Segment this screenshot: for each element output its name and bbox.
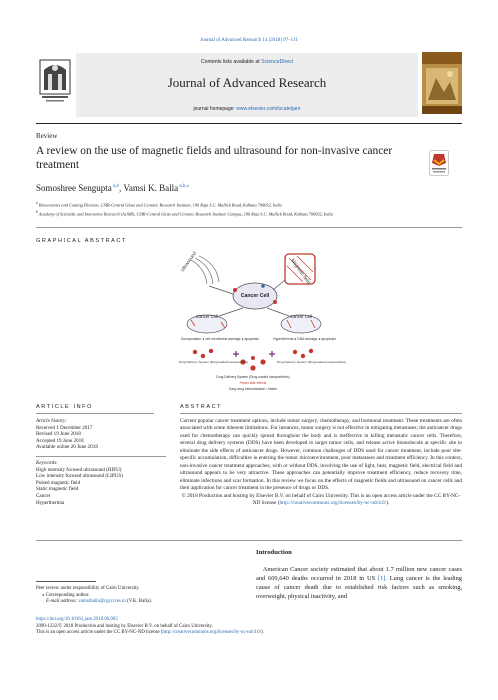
journal-homepage: [76, 106, 418, 112]
keyword-item[interactable]: Hyperthermia: [36, 499, 65, 506]
history-item: Revised 19 June 2018: [36, 431, 81, 438]
keyword-item[interactable]: Pulsed magnetic field: [36, 479, 81, 486]
intro-text-before: American Cancer society estimated that about 1.7 million new cancer cases and 609,640 deaths occurred in 2018 in US: [256, 566, 463, 582]
hyperthermia-label: Hyperthermia ● DNA damage ● apoptosis: [273, 337, 336, 341]
intro-text-after: . Lung cancer is the leading cause of cancer death due to established risk factors such as smoking, overweight, physical inactivity, and: [256, 574, 463, 600]
footnotes: [36, 586, 242, 606]
dds-left-label: Drug Delivery System (Drug loaded nanoparticles): [179, 360, 248, 364]
ultrasound-label: Ultrasound: [180, 251, 198, 274]
keyword-item[interactable]: Static magnetic field: [36, 486, 79, 493]
open-access-line: [36, 630, 366, 637]
author-list: [36, 183, 189, 193]
email-link[interactable]: vamsiballa@cgcri.res.in: [78, 599, 126, 605]
cairo-university-emblem-icon: [36, 52, 74, 114]
article-title: A review on the use of magnetic fields and ultrasound for non-invasive cancer treatment: [36, 145, 393, 171]
author-affiliation-marker[interactable]: a,b,⁎: [178, 184, 190, 189]
license-link[interactable]: http://creativecommons.org/licenses/by-nc-nd/4.0/: [279, 499, 387, 506]
affiliation-marker: a: [36, 201, 38, 205]
introduction-heading: Introduction: [256, 549, 292, 556]
affiliation-text: Bioceramics and Coating Division, CSIR-Central Glass and Ceramic Research Institute, 196 Raja S.C. Mullick Road, Kolkata 700032, India: [38, 202, 282, 208]
affiliation-marker: b: [36, 210, 38, 215]
homepage-link[interactable]: www.elsevier.com/locate/jare: [236, 106, 301, 112]
footnote-rule: [36, 581, 96, 582]
oa-suffix: ).: [260, 630, 264, 636]
author-affiliation-marker[interactable]: a,b: [111, 184, 119, 189]
contents-line: [76, 59, 418, 65]
abstract-copyright: [180, 493, 462, 508]
corresponding-author-note: [36, 593, 242, 600]
peer-review-note: Peer review under responsibility of Cairo University.: [36, 586, 140, 591]
abstract-body: [180, 418, 462, 507]
keywords-label: Keywords:: [36, 459, 58, 466]
article-info-panel: [36, 418, 166, 506]
graphical-abstract-heading: GRAPHICAL ABSTRACT: [36, 238, 127, 244]
email-suffix: (V.K. Balla).: [125, 599, 152, 605]
cancer-cell-right-label: Cancer Cell: [290, 314, 312, 319]
abstract-heading: ABSTRACT: [180, 404, 223, 410]
magnetic-field-label: Magnetic field: [289, 258, 311, 286]
affiliation-item: [36, 200, 466, 209]
oa-prefix: This is an open access article under the CC BY-NC-ND license (: [36, 630, 163, 636]
corresponding-mark: ⁎: [42, 592, 45, 598]
dds-right-label: Drug Delivery System (Drug loaded nanoparticles): [277, 360, 346, 364]
abstract-text: Current popular cancer treatment options, include tumor surgery, chemotherapy, and hormonal treatment. These treatments are often associated with some inherent limitations. For instances, tumor surgery is not effective in mitigating metastases; the anticancer drugs used for chemotherapy can quickly spread throughout the body and is ineffective in killing metastatic cancer cells. Therefore, several drug delivery systems (DDS) have been developed to target tumor cells, and release active biomolecule at specific site to eliminate the side effects of anticancer drugs. However, common challenges of DDS used for cancer treatment, include poor site-specific accumulation, difficulties in entering the tumor microenvironment, poor metastases and treatment efficiency. In this context, non-invasive cancer treatment approaches, with or without DDS, involving the use of light, heat, magnetic field, electrical field and ultrasound appears to be very attractive. These approaches can potentially improve treatment efficiency, reduce recovery time, eliminate infections and scar formation. In this review we focus on the effects of magnetic fields and ultrasound on cancer cells and their application for cancer treatment in the presence of drugs or DDS.: [180, 418, 462, 492]
article-info-rule: [36, 413, 154, 414]
introduction-text: [256, 566, 462, 602]
doi-link[interactable]: https://doi.org/10.1016/j.jare.2018.06.003: [36, 617, 118, 622]
masthead-panel: [76, 53, 418, 117]
author-separator: ,: [118, 183, 124, 193]
cancer-cell-left-label: Cancer Cell: [196, 314, 218, 319]
ultrasound-wave-icon: [191, 256, 219, 284]
keyword-item[interactable]: Cancer: [36, 492, 51, 499]
contents-prefix: Contents lists available at: [200, 59, 262, 65]
journal-masthead: [36, 50, 462, 122]
copyright-suffix: ).: [386, 499, 390, 506]
abstract-end-rule: [36, 540, 462, 541]
keywords-divider: [36, 456, 166, 457]
abstract-rule: [180, 413, 462, 414]
article-type: Review: [36, 132, 58, 140]
article-metadata-footer: [36, 617, 366, 637]
graphical-abstract-figure[interactable]: [173, 250, 346, 395]
corresponding-text: Corresponding author.: [44, 592, 90, 598]
citation-link[interactable]: [1]: [377, 574, 386, 582]
affiliation-text: Academy of Scientific and Innovative Research (AcSIR), CSIR-Central Glass and Ceramic Research Institute Campus, 196 Raja S.C. Mullick Road, Kolkata 700032, India: [38, 211, 333, 217]
running-header[interactable]: Journal of Advanced Research 14 (2018) 97–111: [200, 38, 298, 43]
author-name[interactable]: Somoshree Sengupta: [36, 183, 112, 193]
affiliation-rule: [36, 227, 462, 228]
oa-license-link[interactable]: http://creativecommons.org/licenses/by-nc-nd/4.0/: [162, 630, 261, 636]
issn-line: 2090-1232/© 2018 Production and hosting by Elsevier B.V. on behalf of Cairo University.: [36, 623, 213, 629]
homepage-prefix: journal homepage:: [193, 106, 237, 112]
journal-title: Journal of Advanced Research: [167, 75, 327, 90]
email-note: [36, 599, 242, 606]
sonoporation-label: Sonoporation ● cell membrane damage ● apoptosis: [181, 337, 259, 341]
fewer-side-effects-label: Fewer side effects: [239, 381, 267, 385]
check-for-updates-badge-icon[interactable]: [429, 150, 449, 176]
dds-enhanced-label: Drug Delivery System (Drug loaded nanoparticles): [216, 375, 290, 379]
article-history-label: Article history:: [36, 418, 67, 424]
cancer-cell-center-label: Cancer Cell: [240, 293, 270, 299]
keyword-item[interactable]: Low intensity focused ultrasound (LIPUS): [36, 473, 123, 480]
drug-cross-icon: [233, 351, 275, 357]
sciencedirect-link[interactable]: ScienceDirect: [261, 59, 294, 65]
masthead-rule: [36, 123, 462, 124]
article-info-heading: ARTICLE INFO: [36, 404, 93, 410]
copyright-prefix: © 2018 Production and hosting by Elsevier B.V. on behalf of Cairo University. This is an open access article under the CC BY-NC-ND license (: [181, 492, 461, 506]
journal-cover-thumbnail-icon: [422, 52, 462, 114]
email-label: E-mail address:: [46, 599, 79, 605]
history-item: Available online 20 June 2018: [36, 444, 98, 451]
keyword-item[interactable]: High intensity focused ultrasound (HIFU): [36, 466, 122, 473]
history-item: Accepted 19 June 2018: [36, 437, 84, 444]
easy-intake-label: Easy drug internalization / intake: [229, 387, 277, 391]
affiliation-item: [36, 209, 466, 218]
author-name[interactable]: Vamsi K. Balla: [123, 183, 179, 193]
affiliations: [36, 200, 466, 218]
history-item: Received 1 December 2017: [36, 424, 93, 431]
